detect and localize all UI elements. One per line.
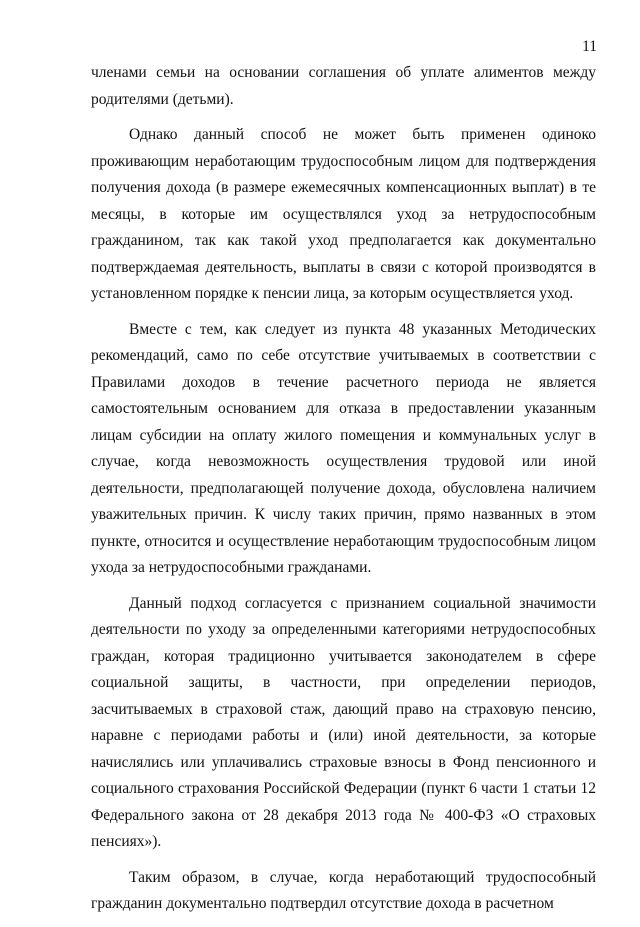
paragraph-2: Однако данный способ не может быть применен одиноко проживающим неработающим трудоспособным лицом для подтверждения получения дохода (в размере ежемесячных компенсационных выплат) в те месяцы, в которые им осуществлялся уход за нетрудоспособным гражданином, так как такой уход предполагается как документально подтверждаемая деятельность, выплаты в связи с которой производятся в установленном порядке к пенсии лица, за которым осуществляется уход.: [91, 126, 596, 302]
page-number: 11: [582, 38, 597, 55]
paragraph-4: Данный подход согласуется с признанием социальной значимости деятельности по уходу за определенными категориями нетрудоспособных граждан, которая традиционно учитывается законодателем в сфере социальной защиты, в частности, при определении периодов, засчитываемых в страховой стаж, дающий право на страховую пенсию, наравне с периодами работы и (или) иной деятельности, за которые начислялись или уплачивались страховые взносы в Фонд пенсионного и социального страхования Российской Федерации (пункт 6 части 1 статьи 12 Федерального закона от 28 декабря 2013 года № 400-ФЗ «О страховых пенсиях»).: [91, 594, 596, 850]
paragraph-1: членами семьи на основании соглашения об уплате алиментов между родителями (детьми).: [91, 64, 596, 108]
document-body: [91, 60, 596, 927]
paragraph-3: Вместе с тем, как следует из пункта 48 указанных Методических рекомендаций, само по себе отсутствие учитываемых в соответствии с Правилами доходов в течение расчетного периода не является самостоятельным основанием для отказа в предоставлении указанным лицам субсидии на оплату жилого помещения и коммунальных услуг в случае, когда невозможность осуществления трудовой или иной деятельности, предполагающей получение дохода, обусловлена наличием уважительных причин. К числу таких причин, прямо названных в этом пункте, относится и осуществление неработающим трудоспособным лицом ухода за нетрудоспособными гражданами.: [91, 320, 596, 576]
paragraph-5: Таким образом, в случае, когда неработающий трудоспособный гражданин документально подтвердил отсутствие дохода в расчетном: [91, 868, 596, 912]
